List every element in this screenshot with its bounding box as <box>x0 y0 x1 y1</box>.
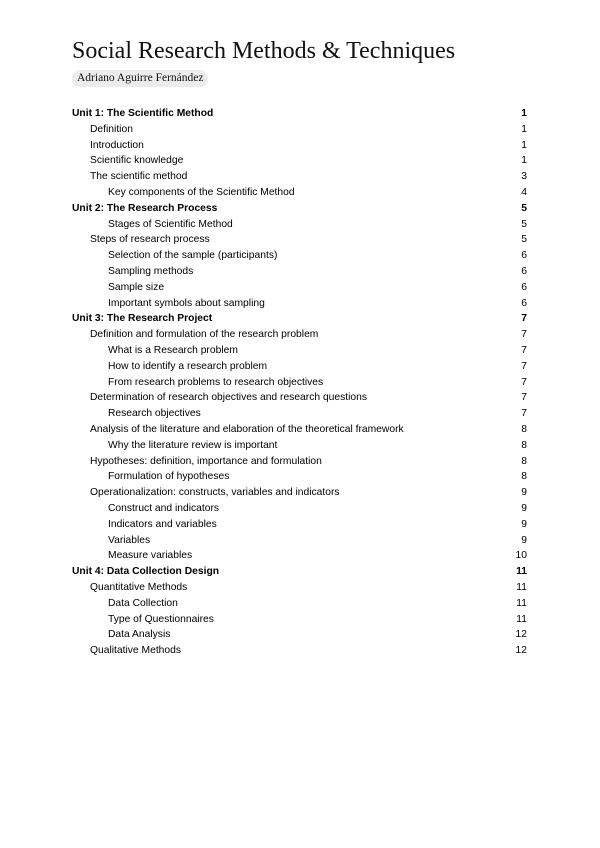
toc-entry-label[interactable]: The scientific method <box>90 171 188 183</box>
toc-entry[interactable] <box>72 359 527 375</box>
toc-entry-label[interactable]: Introduction <box>90 139 144 151</box>
toc-entry-page[interactable]: 5 <box>521 234 527 246</box>
toc-entry[interactable] <box>72 596 527 612</box>
toc-entry-label[interactable]: Hypotheses: definition, importance and formulation <box>90 455 322 467</box>
toc-entry-label[interactable]: Definition and formulation of the research problem <box>90 329 319 341</box>
toc-entry-page[interactable]: 7 <box>521 408 527 420</box>
toc-unit-entry[interactable] <box>72 311 527 327</box>
toc-entry-page[interactable]: 12 <box>515 629 527 641</box>
toc-entry-page[interactable]: 6 <box>521 297 527 309</box>
toc-entry-label[interactable]: Sample size <box>108 281 165 293</box>
toc-entry-label[interactable]: Measure variables <box>108 550 193 562</box>
table-of-contents <box>72 106 527 659</box>
toc-entry[interactable] <box>72 548 527 564</box>
toc-entry-label[interactable]: Research objectives <box>108 408 201 420</box>
toc-entry[interactable] <box>72 390 527 406</box>
toc-entry-label[interactable]: Key components of the Scientific Method <box>108 186 295 198</box>
toc-entry[interactable] <box>72 169 527 185</box>
toc-entry-page[interactable]: 7 <box>521 392 527 404</box>
toc-entry-label[interactable]: Scientific knowledge <box>90 155 184 167</box>
toc-entry-label[interactable]: What is a Research problem <box>108 344 238 356</box>
toc-entry[interactable] <box>72 248 527 264</box>
toc-entry-page[interactable]: 7 <box>521 376 527 388</box>
toc-entry-page[interactable]: 9 <box>521 502 527 514</box>
toc-entry-label[interactable]: Unit 4: Data Collection Design <box>72 566 220 578</box>
toc-entry-page[interactable]: 10 <box>515 550 527 562</box>
toc-entry-label[interactable]: Definition <box>90 123 133 135</box>
toc-entry[interactable] <box>72 533 527 549</box>
toc-entry-label[interactable]: From research problems to research objectives <box>108 376 324 388</box>
toc-entry[interactable] <box>72 296 527 312</box>
toc-entry-label[interactable]: Data Collection <box>108 597 178 609</box>
toc-entry-page[interactable]: 7 <box>521 313 527 325</box>
toc-entry-page[interactable]: 5 <box>521 202 527 214</box>
toc-entry-label[interactable]: How to identify a research problem <box>108 360 268 372</box>
toc-entry-label[interactable]: Unit 1: The Scientific Method <box>72 108 214 119</box>
toc-entry[interactable] <box>72 469 527 485</box>
toc-entry-label[interactable]: Formulation of hypotheses <box>108 471 230 483</box>
toc-entry[interactable] <box>72 612 527 628</box>
toc-entry[interactable] <box>72 627 527 643</box>
toc-entry-page[interactable]: 12 <box>515 645 527 657</box>
toc-entry-page[interactable]: 6 <box>521 265 527 277</box>
toc-entry-label[interactable]: Determination of research objectives and research questions <box>90 392 368 404</box>
toc-entry[interactable] <box>72 580 527 596</box>
toc-entry[interactable] <box>72 454 527 470</box>
toc-entry-page[interactable]: 1 <box>521 108 527 119</box>
toc-entry-label[interactable]: Selection of the sample (participants) <box>108 250 278 262</box>
toc-entry-page[interactable]: 1 <box>521 139 527 151</box>
toc-entry[interactable] <box>72 406 527 422</box>
toc-entry-page[interactable]: 9 <box>521 487 527 499</box>
toc-entry-label[interactable]: Why the literature review is important <box>108 439 278 451</box>
toc-entry[interactable] <box>72 217 527 233</box>
toc-entry-label[interactable]: Steps of research process <box>90 234 210 246</box>
toc-entry-label[interactable]: Type of Questionnaires <box>108 613 214 625</box>
toc-entry[interactable] <box>72 438 527 454</box>
toc-entry-page[interactable]: 8 <box>521 423 527 435</box>
toc-entry-page[interactable]: 8 <box>521 455 527 467</box>
toc-unit-entry[interactable] <box>72 106 527 122</box>
toc-entry-page[interactable]: 5 <box>521 218 527 230</box>
toc-unit-entry[interactable] <box>72 564 527 580</box>
toc-entry-page[interactable]: 1 <box>521 155 527 167</box>
toc-entry[interactable] <box>72 138 527 154</box>
toc-entry-page[interactable]: 7 <box>521 360 527 372</box>
toc-entry-page[interactable]: 6 <box>521 281 527 293</box>
toc-entry-label[interactable]: Operationalization: constructs, variables and indicators <box>90 487 340 499</box>
toc-entry-page[interactable]: 8 <box>521 471 527 483</box>
toc-entry-label[interactable]: Unit 2: The Research Process <box>72 202 218 214</box>
toc-entry[interactable] <box>72 280 527 296</box>
toc-entry-label[interactable]: Quantitative Methods <box>90 581 188 593</box>
toc-entry-label[interactable]: Qualitative Methods <box>90 645 182 657</box>
toc-entry[interactable] <box>72 375 527 391</box>
toc-entry[interactable] <box>72 485 527 501</box>
toc-entry[interactable] <box>72 422 527 438</box>
toc-entry[interactable] <box>72 122 527 138</box>
toc-unit-entry[interactable] <box>72 201 527 217</box>
toc-entry-label[interactable]: Analysis of the literature and elaboration of the theoretical framework <box>90 423 404 435</box>
toc-entry-page[interactable]: 9 <box>521 518 527 530</box>
toc-entry[interactable] <box>72 232 527 248</box>
toc-entry-page[interactable]: 9 <box>521 534 527 546</box>
toc-entry-page[interactable]: 6 <box>521 250 527 262</box>
toc-entry-label[interactable]: Stages of Scientific Method <box>108 218 233 230</box>
toc-entry-page[interactable]: 7 <box>521 329 527 341</box>
toc-entry-page[interactable]: 1 <box>521 123 527 135</box>
toc-entry-page[interactable]: 8 <box>521 439 527 451</box>
toc-entry[interactable] <box>72 517 527 533</box>
toc-entry-label[interactable]: Unit 3: The Research Project <box>72 313 213 325</box>
toc-entry-page[interactable]: 3 <box>521 171 527 183</box>
toc-entry-label[interactable]: Variables <box>108 534 151 546</box>
toc-entry-label[interactable]: Important symbols about sampling <box>108 297 265 309</box>
toc-entry-label[interactable]: Indicators and variables <box>108 518 217 530</box>
toc-entry[interactable] <box>72 343 527 359</box>
toc-entry-label[interactable]: Construct and indicators <box>108 502 220 514</box>
author-tag[interactable]: Adriano Aguirre Fernández <box>72 70 208 87</box>
toc-entry-page[interactable]: 7 <box>521 344 527 356</box>
toc-entry-page[interactable]: 11 <box>516 566 527 578</box>
toc-entry-page[interactable]: 4 <box>521 186 527 198</box>
toc-entry-page[interactable]: 11 <box>516 613 527 625</box>
toc-entry[interactable] <box>72 501 527 517</box>
toc-entry[interactable] <box>72 327 527 343</box>
toc-entry[interactable] <box>72 643 527 659</box>
toc-entry[interactable] <box>72 153 527 169</box>
document-title: Social Research Methods & Techniques <box>72 38 456 64</box>
toc-entry-label[interactable]: Sampling methods <box>108 265 194 277</box>
toc-entry-page[interactable]: 11 <box>516 581 527 593</box>
toc-entry-label[interactable]: Data Analysis <box>108 629 171 641</box>
toc-entry[interactable] <box>72 185 527 201</box>
toc-entry[interactable] <box>72 264 527 280</box>
toc-entry-page[interactable]: 11 <box>516 597 527 609</box>
